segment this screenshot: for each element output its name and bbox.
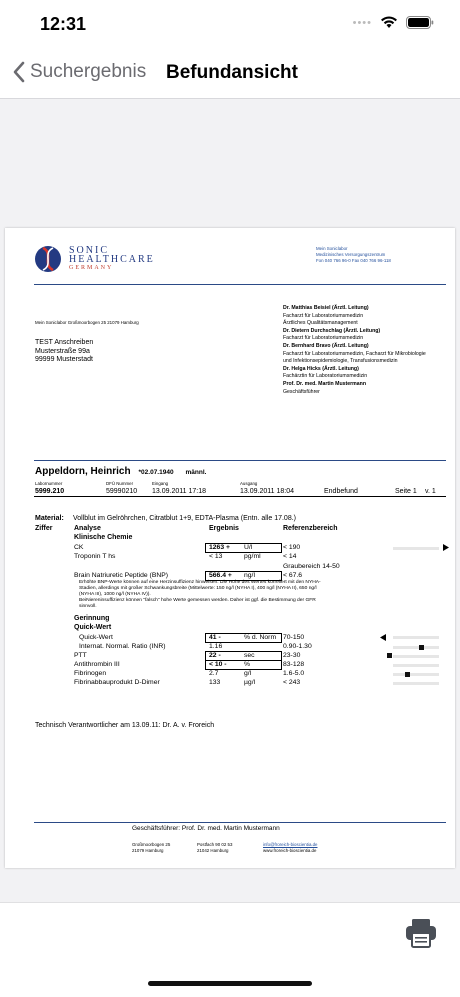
- address-line: 99999 Musterstadt: [35, 356, 93, 363]
- row-ck-result-box: [205, 543, 282, 553]
- row-dd-unit: µg/l: [244, 679, 256, 686]
- footer-gf: Geschäftsführer: Prof. Dr. med. Martin Mustermann: [132, 825, 280, 832]
- back-button[interactable]: [12, 60, 146, 84]
- row-fib-name: Fibrinogen: [74, 670, 107, 677]
- meta-header-labnr: Labornummer: [35, 481, 63, 486]
- home-indicator: [148, 981, 312, 986]
- meta-status: Endbefund: [324, 488, 358, 495]
- row-inr-ref: 0.90-1.30: [283, 643, 312, 650]
- meta-header-ausgang: Ausgang: [240, 481, 258, 486]
- row-trop-value: < 13: [209, 553, 223, 560]
- battery-icon: [406, 16, 434, 29]
- row-inr-marker: [419, 645, 424, 650]
- material-value: Vollblut im Gelröhrchen, Citratblut 1+9, EDTA-Plasma (Entn. alle 17.08.): [73, 515, 296, 522]
- row-ptt-ref: 23-30: [283, 652, 301, 659]
- bnp-note-line: Erhöhte BNP-Werte können auf eine Herzinsuffizienz hinweisen. Die Höhe des Wertes korreliert mit den NYHA-: [79, 580, 321, 585]
- lab-contact-line: Mein Soniclabor: [316, 246, 348, 251]
- arrow-right-high-icon: [443, 544, 449, 551]
- col-header-analyse: Analyse: [74, 525, 101, 532]
- row-bnp-name: Brain Natriuretic Peptide (BNP): [74, 572, 169, 579]
- row-bnp-ref: < 67.6: [283, 572, 303, 579]
- back-label: Suchergebnis: [30, 61, 147, 82]
- footer-postbox-line: 21042 Hamburg: [197, 848, 229, 853]
- bnp-note-line: sinnvoll.: [79, 604, 97, 609]
- sender-line: Mein Soniclabor Großmoorbogen 25 21079 Hamburg: [35, 320, 139, 325]
- doctor-line: Geschäftsführer: [283, 388, 320, 395]
- meta-header-eingang: Eingang: [152, 481, 169, 486]
- row-trop-unit: pg/ml: [244, 553, 261, 560]
- footer-address-line: Großmoorbogen 25: [132, 842, 171, 847]
- lab-contact-line: Medizinisches Versorgungszentrum: [316, 252, 386, 257]
- row-trop-ref: < 14: [283, 553, 297, 560]
- meta-header-dfue: DFÜ Nummer: [106, 481, 134, 486]
- footer-address: [132, 842, 170, 854]
- doctor-line: Dr. Dietern Durchschlag (Ärztl. Leitung): [283, 327, 381, 334]
- arrow-left-low-icon: [380, 634, 386, 641]
- footer-postbox-line: Postfach 90 02 53: [197, 842, 233, 847]
- row-inr-range-bar: [393, 646, 439, 649]
- footer-divider: [34, 822, 446, 823]
- row-fib-value: 2.7: [209, 670, 219, 677]
- status-bar: [0, 0, 460, 50]
- meta-labnr: 5999.210: [35, 488, 65, 495]
- row-dd-ref: < 243: [283, 679, 301, 686]
- row-ck-name: CK: [74, 544, 84, 551]
- navigation-bar: [0, 50, 460, 99]
- row-dd-name: Fibrinabbauprodukt D-Dimer: [74, 679, 160, 686]
- row-fib-marker: [405, 672, 410, 677]
- col-header-ref: Referenzbereich: [283, 525, 338, 532]
- section-klinische-chemie: Klinische Chemie: [74, 534, 133, 541]
- logo-line-3: GERMANY: [69, 265, 114, 271]
- col-header-ziffer: Ziffer: [35, 525, 53, 532]
- status-time: 12:31: [40, 14, 87, 34]
- meta-version: v. 1: [425, 488, 436, 495]
- row-fib-ref: 1.6-5.0: [283, 670, 305, 677]
- meta-ausgang: 13.09.2011 18:04: [240, 488, 294, 495]
- row-bnp-unit: ng/l: [244, 572, 255, 579]
- row-fib-range-bar: [393, 673, 439, 676]
- footer-postbox: [197, 842, 232, 854]
- doctor-line: Facharzt für Laboratoriumsmedizin: [283, 335, 364, 342]
- row-inr-value: 1.16: [209, 643, 223, 650]
- recipient-address: [35, 339, 93, 365]
- row-quick-ref: 70-150: [283, 634, 305, 641]
- responsible-line: Technisch Verantwortlicher am 13.09.11: Dr. A. v. Froreich: [35, 722, 215, 729]
- row-ck-value: 1263 +: [209, 544, 230, 551]
- logo-text: [69, 246, 155, 273]
- address-line: Musterstraße 99a: [35, 347, 90, 355]
- row-quick-value: 41 -: [209, 634, 221, 641]
- bnp-note: [79, 580, 321, 610]
- doctor-line: Dr. Helga Hicks (Ärztl. Leitung): [283, 365, 359, 372]
- section-gerinnung: Gerinnung: [74, 615, 110, 622]
- row-at3-range-bar: [393, 664, 439, 667]
- patient-name: Appeldorn, Heinrich: [35, 466, 131, 477]
- footer-web: www.froreich-bioscientia.de: [263, 848, 317, 853]
- row-quick-range-bar: [393, 636, 439, 639]
- row-ptt-name: PTT: [74, 652, 87, 659]
- patient-sex: männl.: [185, 469, 207, 476]
- meta-eingang: 13.09.2011 17:18: [152, 488, 206, 495]
- logo-line-1: SONIC: [69, 245, 110, 256]
- row-ptt-range-bar: [393, 655, 439, 658]
- row-trop-ref2: Graubereich 14-50: [283, 563, 340, 570]
- lab-report-document: [5, 228, 455, 868]
- logo-line-2: HEALTHCARE: [69, 254, 155, 265]
- print-icon[interactable]: [404, 918, 438, 948]
- doctor-line: Prof. Dr. med. Martin Mustermann: [283, 380, 367, 387]
- row-dd-value: 133: [209, 679, 221, 686]
- meta-dfue: 59990210: [106, 488, 138, 495]
- header-divider: [34, 284, 446, 285]
- chevron-left-icon: [12, 60, 26, 84]
- doctor-line: Ärztliches Qualitätsmanagement: [283, 320, 358, 327]
- patient-header: [35, 466, 206, 477]
- row-bnp-value: 566.4 +: [209, 572, 232, 579]
- lab-contact-block: [316, 246, 391, 264]
- row-quick-name: Quick-Wert: [79, 634, 113, 641]
- bnp-note-line: BeiNiereninsuffizienz können "falsch" hohe Werte gemessen werden. Daher ist ggf. die Bestimmung der GFR: [79, 598, 316, 603]
- row-ck-range-bar: [393, 547, 439, 550]
- row-inr-name: Internat. Normal. Ratio (INR): [79, 643, 166, 650]
- doctor-line: Facharzt für Laboratoriumsmedizin: [283, 312, 364, 319]
- status-icons: [353, 16, 434, 29]
- row-dd-range-bar: [393, 682, 439, 685]
- doctor-line: Facharzt für Laboratoriumsmedizin, Facharzt für Mikrobiologie: [283, 350, 426, 357]
- row-at3-result-box: [205, 660, 282, 670]
- page-title: Befundansicht: [166, 62, 298, 83]
- wifi-icon: [380, 16, 398, 29]
- bnp-note-line: Stadien, allerdings mit großer Schwankungsbreite (Mittelwerte: 150 ng/l (NYHA I), 400 ng/l (NYHA II), 650 ng/l: [79, 586, 317, 591]
- doctor-line: Dr. Matthias Beisiel (Ärztl. Leitung): [283, 305, 369, 311]
- doctor-line: Dr. Bernhard Bravo (Ärztl. Leitung): [283, 342, 369, 349]
- bnp-note-line: (NYHA III), 1000 ng/l (NYHA IV)).: [79, 592, 151, 597]
- row-at3-unit: %: [244, 661, 251, 668]
- footer-email-link[interactable]: info@froreich-bioscientia.de: [263, 842, 318, 847]
- row-ptt-unit: sec: [244, 652, 255, 659]
- section-quick-wert: Quick-Wert: [74, 624, 112, 631]
- row-quick-result-box: [205, 633, 282, 643]
- doctor-line: Fachärztin für Laboratoriumsmedizin: [283, 373, 368, 380]
- doctor-line: und Infektionsepidemiologie, Transfusionsmedizin: [283, 358, 398, 365]
- col-header-ergebnis: Ergebnis: [209, 525, 239, 532]
- row-at3-ref: 83-128: [283, 661, 305, 668]
- material-label: Material:: [35, 515, 64, 522]
- meta-page: Seite 1: [395, 488, 417, 495]
- lab-contact-line: Fon 040 766 96-0 Fax 040 766 96-118: [316, 258, 391, 263]
- row-trop-name: Troponin T hs: [74, 553, 116, 560]
- row-fib-unit: g/l: [244, 670, 252, 677]
- row-ck-unit: U/l: [244, 544, 253, 551]
- sonic-healthcare-logo-icon: [34, 244, 62, 274]
- patient-divider: [34, 460, 446, 461]
- footer-address-line: 21079 Hamburg: [132, 848, 164, 853]
- row-ptt-marker: [387, 653, 392, 658]
- signal-dots-icon: ••••: [352, 16, 372, 29]
- patient-dob: *02.07.1940: [138, 469, 174, 476]
- meta-divider: [34, 496, 446, 497]
- row-ck-ref: < 190: [283, 544, 301, 551]
- doctors-list: [283, 305, 426, 396]
- row-quick-unit: % d. Norm: [244, 634, 277, 641]
- footer-contact: [263, 842, 318, 854]
- row-ptt-value: 22 -: [209, 652, 221, 659]
- address-line: TEST Anschreiben: [35, 339, 94, 346]
- row-at3-name: Antithrombin III: [74, 661, 120, 668]
- row-at3-value: < 10 -: [209, 661, 227, 668]
